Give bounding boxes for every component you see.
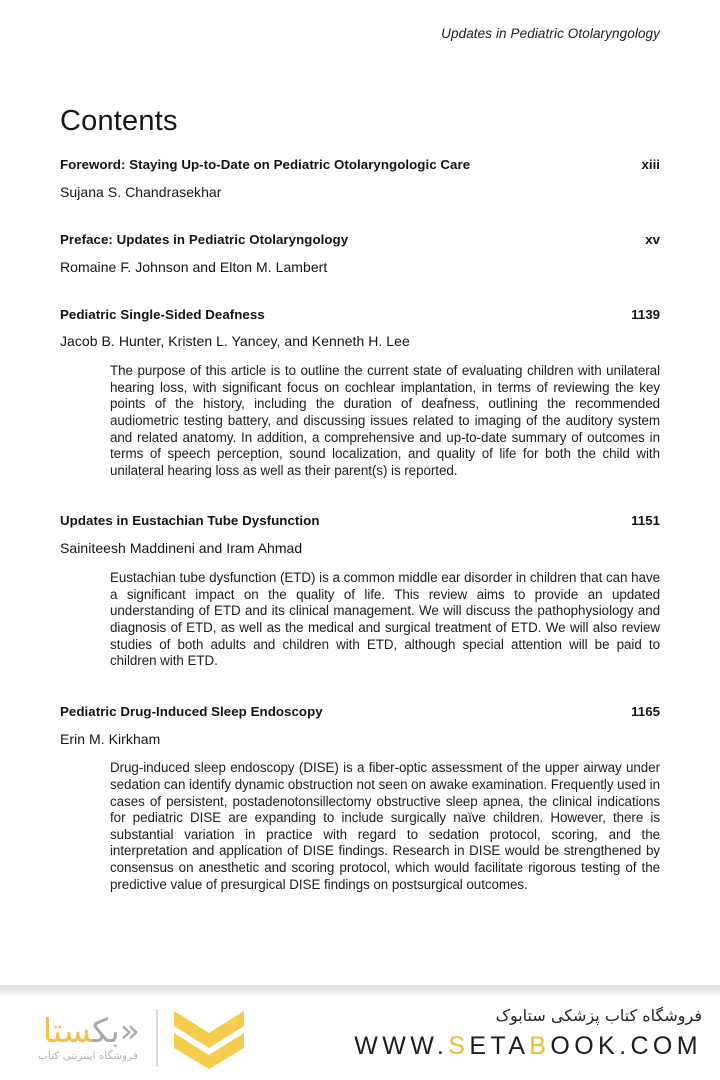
entry-title[interactable]: Updates in Eustachian Tube Dysfunction (60, 513, 320, 529)
running-head: Updates in Pediatric Otolaryngology (441, 26, 660, 41)
footer-banner (0, 997, 720, 1080)
page-title: Contents (60, 105, 178, 138)
entry-authors: Erin M. Kirkham (60, 730, 161, 747)
logo-divider (156, 1009, 158, 1067)
entry-page-number: xv (645, 231, 660, 247)
entry-title[interactable]: Pediatric Drug-Induced Sleep Endoscopy (60, 703, 323, 719)
entry-header-row (60, 704, 660, 720)
url-letter-b: B (529, 1032, 551, 1060)
logo-wordmark (38, 1007, 140, 1069)
entry-abstract: Eustachian tube dysfunction (ETD) is a common middle ear disorder in children that can have a significant impact on the quality of life. This review aims to provide an updated understanding of ETD and its clinical management. We will discuss the pathophysiology and diagnosis of ETD, as well as the medical and surgical treatment of ETD. We will also review studies of both adults and children with ETD, although special attention will be paid to children with ETD. (110, 570, 660, 669)
entry-spacer (0, 479, 720, 513)
entry-header-row (60, 157, 660, 173)
contents-entry-list (0, 157, 720, 893)
footer-tagline: فروشگاه کتاب پزشکی ستابوک (495, 1006, 702, 1025)
entry-spacer (0, 670, 720, 704)
entry-page-number: 1151 (631, 513, 660, 529)
entry-title[interactable]: Pediatric Single-Sided Deafness (60, 306, 265, 322)
entry-header-row (60, 307, 660, 323)
entry-authors: Jacob B. Hunter, Kristen L. Yancey, and Kenneth H. Lee (60, 333, 410, 350)
contents-entry[interactable] (0, 307, 720, 480)
url-letters-eta: ETA (469, 1032, 530, 1060)
entry-spacer (0, 276, 720, 307)
contents-entry[interactable] (0, 513, 720, 669)
entry-spacer (0, 201, 720, 232)
double-chevron-icon (172, 1007, 246, 1069)
contents-entry[interactable] (0, 157, 720, 201)
footer-separator (0, 985, 720, 997)
footer-text-block (322, 1005, 702, 1061)
contents-entry[interactable] (0, 232, 720, 276)
url-letter-s: S (448, 1032, 470, 1060)
logo-word-gray: بک (92, 1011, 120, 1050)
entry-header-row (60, 232, 660, 248)
footer-website-url[interactable] (322, 1031, 702, 1061)
entry-title[interactable]: Foreword: Staying Up-to-Date on Pediatric Otolaryngologic Care (60, 157, 471, 172)
logo-word-accent: ستا (42, 1011, 93, 1050)
entry-authors: Sujana S. Chandrasekhar (60, 183, 222, 200)
logo-wordmark-text: «بکستا (42, 1011, 140, 1050)
entry-title[interactable]: Preface: Updates in Pediatric Otolaryngology (60, 231, 349, 247)
entry-authors: Romaine F. Johnson and Elton M. Lambert (60, 258, 328, 275)
contents-entry[interactable] (0, 704, 720, 894)
url-prefix: WWW. (354, 1032, 449, 1060)
entry-page-number: xiii (641, 157, 660, 172)
entry-header-row (60, 513, 660, 529)
entry-page-number: 1139 (631, 306, 660, 322)
entry-page-number: 1165 (631, 703, 660, 719)
entry-abstract: The purpose of this article is to outline the current state of evaluating children with unilateral hearing loss, with significant focus on cochlear implantation, in terms of reviewing the key points of the history, including the duration of deafness, outlining the recommended audiometric testing battery, and discussing issues related to imaging of the auditory system and related anatomy. In addition, a comprehensive and up-to-date summary of outcomes in terms of speech perception, sound localization, and quality of life for both the child with unilateral hearing loss as well as their parent(s) is reported. (110, 363, 660, 478)
entry-authors: Sainiteesh Maddineni and Iram Ahmad (60, 540, 303, 557)
url-suffix: OOK.COM (550, 1032, 702, 1060)
logo-tagline: فروشگاه اینترنتی کتاب (38, 1050, 138, 1062)
setabook-logo[interactable] (38, 1003, 246, 1073)
entry-abstract: Drug-induced sleep endoscopy (DISE) is a fiber-optic assessment of the upper airway under sedation can identify dynamic obstruction not seen on awake examination. Frequently used in cases of persistent, postadenotonsillectomy obstructive sleep apnea, the clinical indications for pediatric DISE are expanding to include surgically naïve children. However, there is substantial variation in practice with regard to sedation protocol, scoring, and the interpretation and application of DISE findings. Research in DISE would be strengthened by consensus on anesthetic and scoring protocol, which would facilitate rigorous testing of the predictive value of presurgical DISE findings on postsurgical outcomes. (110, 760, 661, 892)
